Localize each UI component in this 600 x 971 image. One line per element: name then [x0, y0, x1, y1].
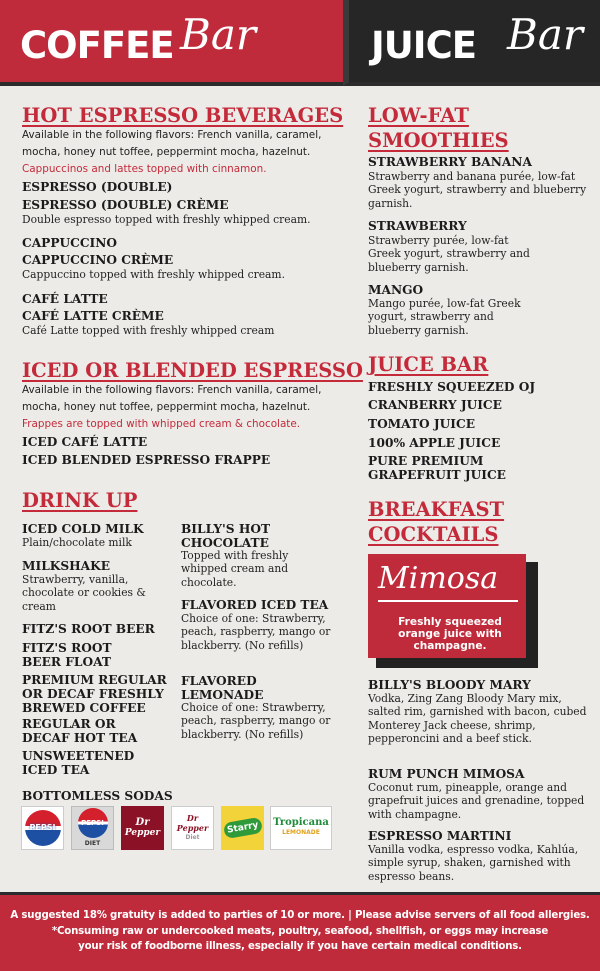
menu-item-flavored-lemonade: FLAVORED LEMONADE	[181, 674, 264, 702]
iced-espresso-flavors-2: mocha, honey nut toffee, peppermint mocha, hazelnut.	[22, 401, 311, 413]
hot-espresso-flavors-1: Available in the following flavors: French vanilla, caramel,	[22, 129, 322, 141]
menu-item-premium-coffee: PREMIUM REGULAR OR DECAF FRESHLY BREWED COFFEE	[22, 673, 167, 715]
starry-logo: Starry	[221, 806, 264, 850]
drink-up-title: DRINK UP	[22, 489, 138, 512]
tropicana-lemonade-logo: Tropicana LEMONADE	[270, 806, 332, 850]
menu-item-espresso-double: ESPRESSO (DOUBLE)	[22, 180, 173, 194]
menu-item-cappuccino-creme: CAPPUCCINO CRÈME	[22, 253, 174, 267]
menu-item-flavored-iced-tea-desc: Choice of one: Strawberry, peach, raspberry, mango or blackberry. (No refills)	[181, 612, 331, 652]
menu-item-espresso-martini: ESPRESSO MARTINI	[368, 829, 512, 843]
menu-item-billys-hot-chocolate-desc: Topped with freshly whipped cream and chocolate.	[181, 549, 289, 589]
menu-item-unsweetened-iced-tea: UNSWEETENED ICED TEA	[22, 749, 135, 777]
menu-item-hot-tea: REGULAR OR DECAF HOT TEA	[22, 717, 138, 745]
menu-item-espresso-creme: ESPRESSO (DOUBLE) CRÈME	[22, 198, 229, 212]
hot-espresso-note: Cappuccinos and lattes topped with cinnamon.	[22, 163, 267, 175]
menu-item-billys-bloody-mary-desc: Vodka, Zing Zang Bloody Mary mix, salted rim, garnished with bacon, cubed Monterey Jack cheese, shrimp, pepperoncini and a beef stick.	[368, 692, 587, 746]
menu-item-billys-bloody-mary: BILLY'S BLOODY MARY	[368, 678, 531, 692]
bottomless-sodas-title: BOTTOMLESS SODAS	[22, 789, 173, 803]
dr-pepper-logo: Dr Pepper	[121, 806, 164, 850]
menu-item-billys-hot-chocolate: BILLY'S HOT CHOCOLATE	[181, 522, 271, 550]
iced-espresso-flavors-1: Available in the following flavors: French vanilla, caramel,	[22, 384, 322, 396]
menu-item-grapefruit-juice: PURE PREMIUM GRAPEFRUIT JUICE	[368, 454, 506, 482]
footer-consumption-line-1: *Consuming raw or undercooked meats, poultry, seafood, shellfish, or eggs may increase	[51, 926, 549, 937]
coffee-bar-header	[0, 0, 343, 86]
hot-espresso-flavors-2: mocha, honey nut toffee, peppermint mocha, hazelnut.	[22, 146, 311, 158]
menu-item-oj: FRESHLY SQUEEZED OJ	[368, 380, 536, 394]
footer-gratuity-line: A suggested 18% gratuity is added to parties of 10 or more. | Please advise servers of all food allergies.	[10, 910, 590, 921]
menu-item-rum-punch-mimosa-desc: Coconut rum, pineapple, orange and grapefruit juices and grenadine, topped with champagne.	[368, 781, 585, 821]
menu-item-strawberry: STRAWBERRY	[368, 219, 467, 233]
menu-item-fitz-root-beer-float: FITZ'S ROOT BEER FLOAT	[22, 641, 112, 669]
menu-item-strawberry-desc: Strawberry purée, low-fat Greek yogurt, strawberry and blueberry garnish.	[368, 234, 530, 274]
juice-header-word: JUICE	[371, 24, 477, 67]
cocktails-title-1: BREAKFAST	[368, 498, 505, 521]
smoothies-title-1: LOW-FAT	[368, 104, 469, 127]
menu-item-cafe-latte-creme: CAFÉ LATTE CRÈME	[22, 309, 164, 323]
menu-item-flavored-lemonade-desc: Choice of one: Strawberry, peach, raspberry, mango or blackberry. (No refills)	[181, 701, 331, 741]
diet-dr-pepper-logo: Dr Pepper Diet	[171, 806, 214, 850]
coffee-header-word: COFFEE	[20, 24, 174, 67]
pepsi-logo: PEPSI	[21, 806, 64, 850]
diet-pepsi-logo: PEPSI DIET	[71, 806, 114, 850]
juice-header-script: Bar	[507, 10, 583, 59]
juice-bar-title: JUICE BAR	[368, 353, 489, 376]
iced-espresso-note: Frappes are topped with whipped cream & chocolate.	[22, 418, 301, 430]
coffee-header-script: Bar	[180, 10, 256, 59]
menu-item-espresso-martini-desc: Vanilla vodka, espresso vodka, Kahlúa, simple syrup, shaken, garnished with espresso beans.	[368, 843, 579, 883]
hot-espresso-title: HOT ESPRESSO BEVERAGES	[22, 104, 344, 127]
iced-espresso-title: ICED OR BLENDED ESPRESSO	[22, 359, 363, 382]
menu-item-mango: MANGO	[368, 283, 424, 297]
menu-item-mango-desc: Mango purée, low-fat Greek yogurt, strawberry and blueberry garnish.	[368, 297, 521, 337]
menu-item-cranberry-juice: CRANBERRY JUICE	[368, 398, 502, 412]
cocktails-title-2: COCKTAILS	[368, 523, 499, 546]
footer-disclaimer	[0, 892, 600, 971]
smoothies-title-2: SMOOTHIES	[368, 129, 509, 152]
mimosa-underline	[378, 600, 518, 602]
menu-item-tomato-juice: TOMATO JUICE	[368, 417, 475, 431]
menu-item-iced-blended-frappe: ICED BLENDED ESPRESSO FRAPPE	[22, 453, 271, 467]
menu-item-cafe-latte: CAFÉ LATTE	[22, 292, 108, 306]
menu-item-cafe-latte-creme-desc: Café Latte topped with freshly whipped cream	[22, 324, 275, 337]
menu-item-milkshake-desc: Strawberry, vanilla, chocolate or cookies & cream	[22, 573, 146, 613]
juice-bar-header	[343, 0, 600, 86]
menu-item-strawberry-banana: STRAWBERRY BANANA	[368, 155, 532, 169]
menu-item-apple-juice: 100% APPLE JUICE	[368, 436, 501, 450]
menu-item-espresso-creme-desc: Double espresso topped with freshly whipped cream.	[22, 213, 311, 226]
menu-item-milkshake: MILKSHAKE	[22, 559, 111, 573]
mimosa-desc: Freshly squeezed orange juice with champagne.	[398, 616, 502, 652]
menu-item-iced-cold-milk-desc: Plain/chocolate milk	[22, 536, 132, 549]
menu-item-iced-cafe-latte: ICED CAFÉ LATTE	[22, 435, 148, 449]
menu-item-rum-punch-mimosa: RUM PUNCH MIMOSA	[368, 767, 525, 781]
mimosa-title: Mimosa	[378, 561, 499, 596]
menu-item-iced-cold-milk: ICED COLD MILK	[22, 522, 144, 536]
menu-item-cappuccino: CAPPUCCINO	[22, 236, 117, 250]
menu-item-fitz-root-beer: FITZ'S ROOT BEER	[22, 622, 155, 636]
menu-item-strawberry-banana-desc: Strawberry and banana purée, low-fat Greek yogurt, strawberry and blueberry garnish.	[368, 170, 587, 210]
menu-item-cappuccino-creme-desc: Cappuccino topped with freshly whipped cream.	[22, 268, 285, 281]
menu-item-flavored-iced-tea: FLAVORED ICED TEA	[181, 598, 329, 612]
footer-consumption-line-2: your risk of foodborne illness, especially if you have certain medical conditions.	[78, 941, 522, 952]
